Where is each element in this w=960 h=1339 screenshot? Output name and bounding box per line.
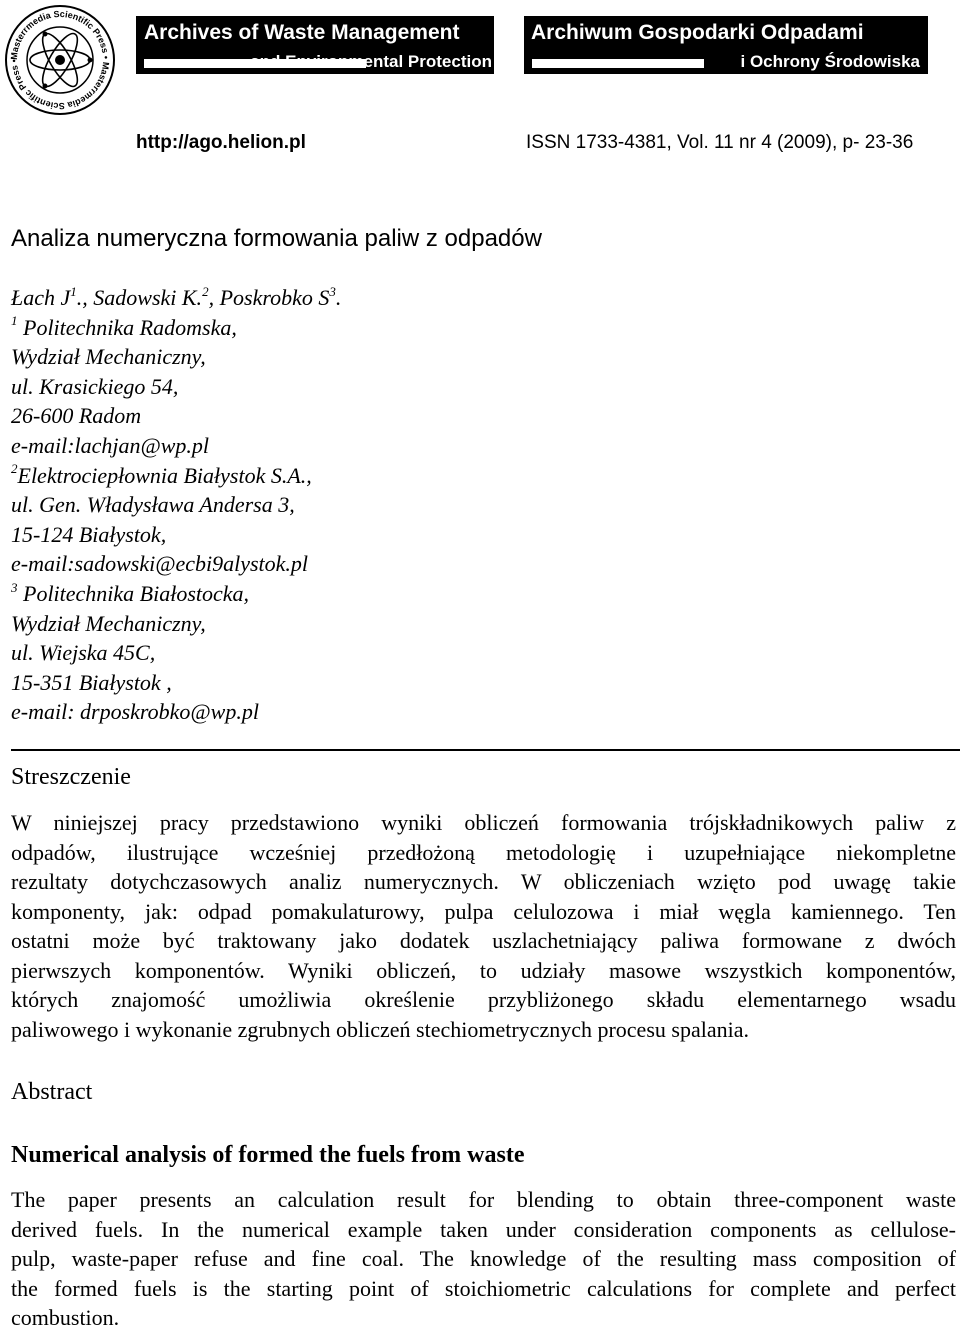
affiliation-line: 15-124 Białystok, — [11, 521, 167, 547]
journal-subtitle-en: and Environmental Protection — [250, 52, 492, 71]
banner-stripe — [532, 59, 704, 68]
text-line: komponenty, jak: odpad pomakulaturowy, pulpa celulozowa i miał węgla kamiennego. Ten — [11, 898, 956, 924]
text-line: derived fuels. In the numerical example taken under consideration components as cellulose- — [11, 1216, 956, 1242]
journal-title-pl: Archiwum Gospodarki Odpadami — [531, 21, 864, 44]
text-line: combustion. — [11, 1305, 120, 1330]
text-line: the formed fuels is the starting point of stoichiometric calculations for complete and perfect — [11, 1275, 956, 1301]
text-line: ostatni może być traktowany jako dodatek uszlachetniający paliwa formowane z dwóch — [11, 928, 956, 953]
affiliation-name: $^2$Elektrociepłownia Białystok S.A., — [11, 461, 312, 488]
streszczenie-paragraph — [11, 808, 956, 1044]
paper-title: Analiza numeryczna formowania paliw z odpadów — [11, 225, 542, 252]
text-line: The paper presents an calculation result for blending to obtain three-component waste — [11, 1187, 956, 1212]
journal-url[interactable]: http://ago.helion.pl — [136, 132, 306, 153]
text-line: W niniejszej pracy przedstawiono wyniki obliczeń formowania trójskładnikowych paliw z — [11, 810, 956, 835]
affiliation-email[interactable]: e-mail: drposkrobko@wp.pl — [11, 699, 259, 725]
logo-ring-text: Masterrmedia Scientific Press • Masterrmedia Scientific Press • — [8, 8, 112, 112]
journal-subtitle-pl: i Ochrony Środowiska — [740, 52, 920, 71]
text-line: odpadów, ilustrujące wcześniej przedłożoną metodologię i uzupełniające niekompletne — [11, 839, 956, 865]
affiliation-line: ul. Krasickiego 54, — [11, 373, 179, 399]
abstract-paragraph — [11, 1185, 956, 1333]
affiliation-line: 26-600 Radom — [11, 403, 142, 429]
affiliation-line: 15-351 Białystok , — [11, 669, 172, 695]
affiliation-line: Wydział Mechaniczny, — [11, 344, 206, 370]
issn-line: ISSN 1733-4381, Vol. 11 nr 4 (2009), p- 23-36 — [526, 132, 914, 153]
affiliation-email[interactable]: e-mail:lachjan@wp.pl — [11, 432, 210, 458]
affiliation-line: Wydział Mechaniczny, — [11, 610, 206, 636]
journal-banner-english — [136, 16, 494, 74]
english-title: Numerical analysis of formed the fuels from waste — [11, 1142, 525, 1168]
author-block — [11, 283, 341, 727]
text-line: rezultaty dotychczasowych analiz numerycznych. W obliczeniach wzięto pod uwagę takie — [11, 869, 956, 894]
text-line: paliwowego i wykonanie zgrubnych obliczeń stechiometrycznych procesu spalania. — [11, 1016, 749, 1042]
affiliation-line: ul. Gen. Władysława Andersa 3, — [11, 492, 295, 518]
journal-banner-polish — [524, 16, 928, 74]
journal-title-en: Archives of Waste Management — [144, 21, 460, 44]
affiliation-name: $^3$ Politechnika Białostocka, — [11, 579, 250, 606]
affiliation-name: $^1$ Politechnika Radomska, — [11, 313, 237, 340]
affiliation-line: ul. Wiejska 45C, — [11, 640, 156, 666]
publisher-logo — [4, 4, 116, 116]
author-list: Łach $J^1$., Sadowski K.$^2$, Poskrobko $S^3$. — [11, 283, 342, 310]
atom-seal-icon — [4, 4, 116, 116]
text-line: pierwszych komponentów. Wyniki obliczeń, to udziały masowe wszystkich komponentów, — [11, 957, 956, 983]
abstract-heading: Abstract — [11, 1079, 93, 1105]
section-divider — [11, 749, 960, 751]
affiliation-email[interactable]: e-mail:sadowski@ecbi9alystok.pl — [11, 551, 309, 577]
text-line: których znajomość umożliwia określenie przybliżonego składu elementarnego wsadu — [11, 987, 956, 1012]
text-line: pulp, waste-paper refuse and fine coal. The knowledge of the resulting mass composition of — [11, 1246, 956, 1271]
streszczenie-heading: Streszczenie — [11, 764, 131, 790]
